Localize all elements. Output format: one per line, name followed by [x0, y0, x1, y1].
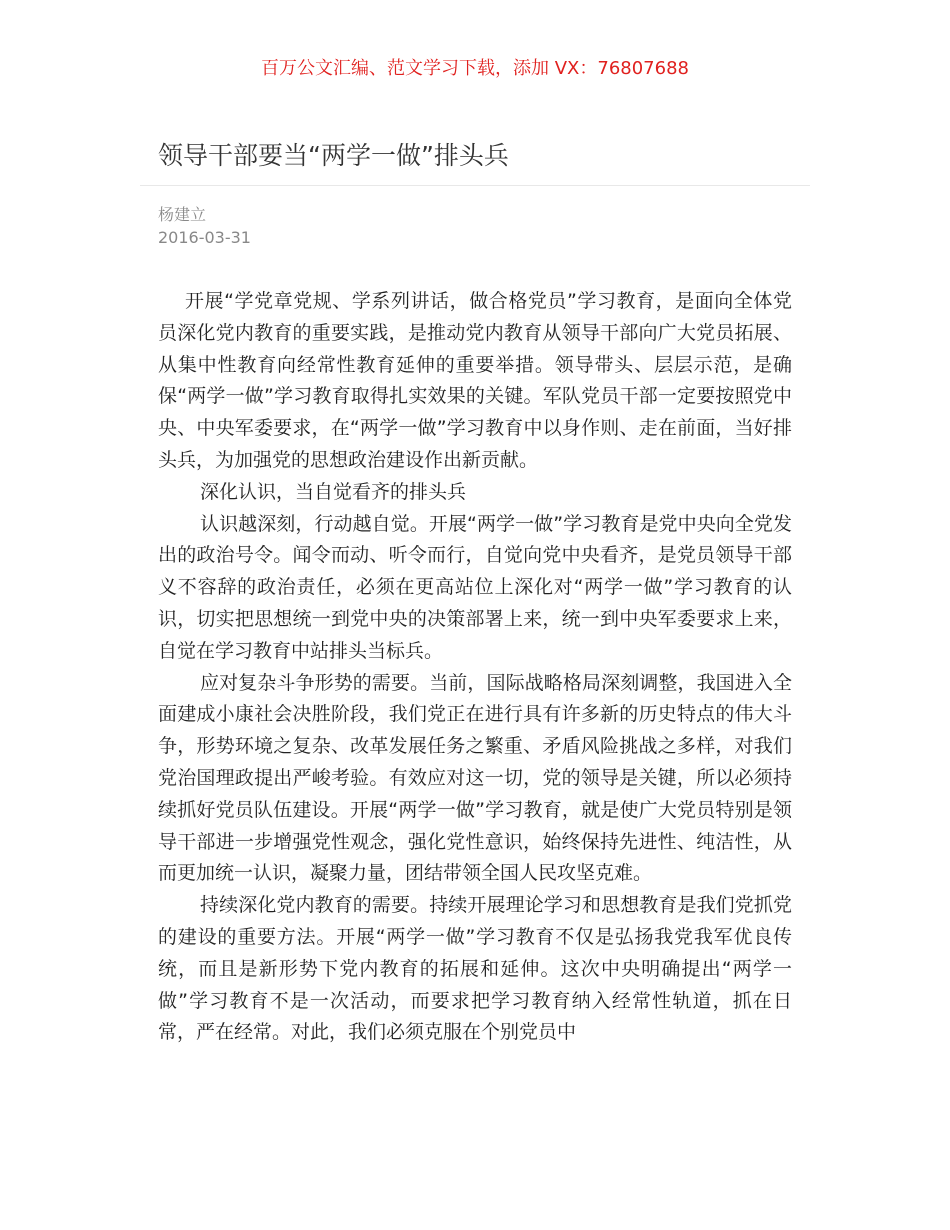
article-paragraph: 开展“学党章党规、学系列讲话，做合格党员”学习教育，是面向全体党员深化党内教育的重要实践，是推动党内教育从领导干部向广大党员拓展、从集中性教育向经常性教育延伸的重要举措。领导带头、层层示范，是确保“两学一做”学习教育取得扎实效果的关键。军队党员干部一定要按照党中央、中央军委要求，在“两学一做”学习教育中以身作则、走在前面，当好排头兵，为加强党的思想政治建设作出新贡献。	[158, 290, 792, 471]
section-heading: 深化认识，当自觉看齐的排头兵	[200, 480, 467, 503]
article-title: 领导干部要当“两学一做”排头兵	[158, 141, 509, 170]
article-paragraph: 应对复杂斗争形势的需要。当前，国际战略格局深刻调整，我国进入全面建成小康社会决胜阶段，我们党正在进行具有许多新的历史特点的伟大斗争，形势环境之复杂、改革发展任务之繁重、矛盾风险挑战之多样，对我们党治国理政提出严峻考验。有效应对这一切，党的领导是关键，所以必须持续抓好党员队伍建设。开展“两学一做”学习教育，就是使广大党员特别是领导干部进一步增强党性观念，强化党性意识，始终保持先进性、纯洁性，从而更加统一认识，凝聚力量，团结带领全国人民攻坚克难。	[158, 671, 792, 885]
article-body	[158, 286, 792, 1049]
article-author: 杨建立	[158, 205, 207, 224]
download-banner: 百万公文汇编、范文学习下载，添加 VX：76807688	[261, 58, 689, 79]
article-date: 2016-03-31	[158, 228, 251, 247]
article-paragraph: 认识越深刻，行动越自觉。开展“两学一做”学习教育是党中央向全党发出的政治号令。闻令而动、听令而行，自觉向党中央看齐，是党员领导干部义不容辞的政治责任，必须在更高站位上深化对“两学一做”学习教育的认识，切实把思想统一到党中央的决策部署上来，统一到中央军委要求上来，自觉在学习教育中站排头当标兵。	[158, 512, 792, 662]
title-divider	[140, 185, 810, 186]
article-paragraph: 持续深化党内教育的需要。持续开展理论学习和思想教育是我们党抓党的建设的重要方法。开展“两学一做”学习教育不仅是弘扬我党我军优良传统，而且是新形势下党内教育的拓展和延伸。这次中央明确提出“两学一做”学习教育不是一次活动，而要求把学习教育纳入经常性轨道，抓在日常，严在经常。对此，我们必须克服在个别党员中	[158, 894, 792, 1044]
